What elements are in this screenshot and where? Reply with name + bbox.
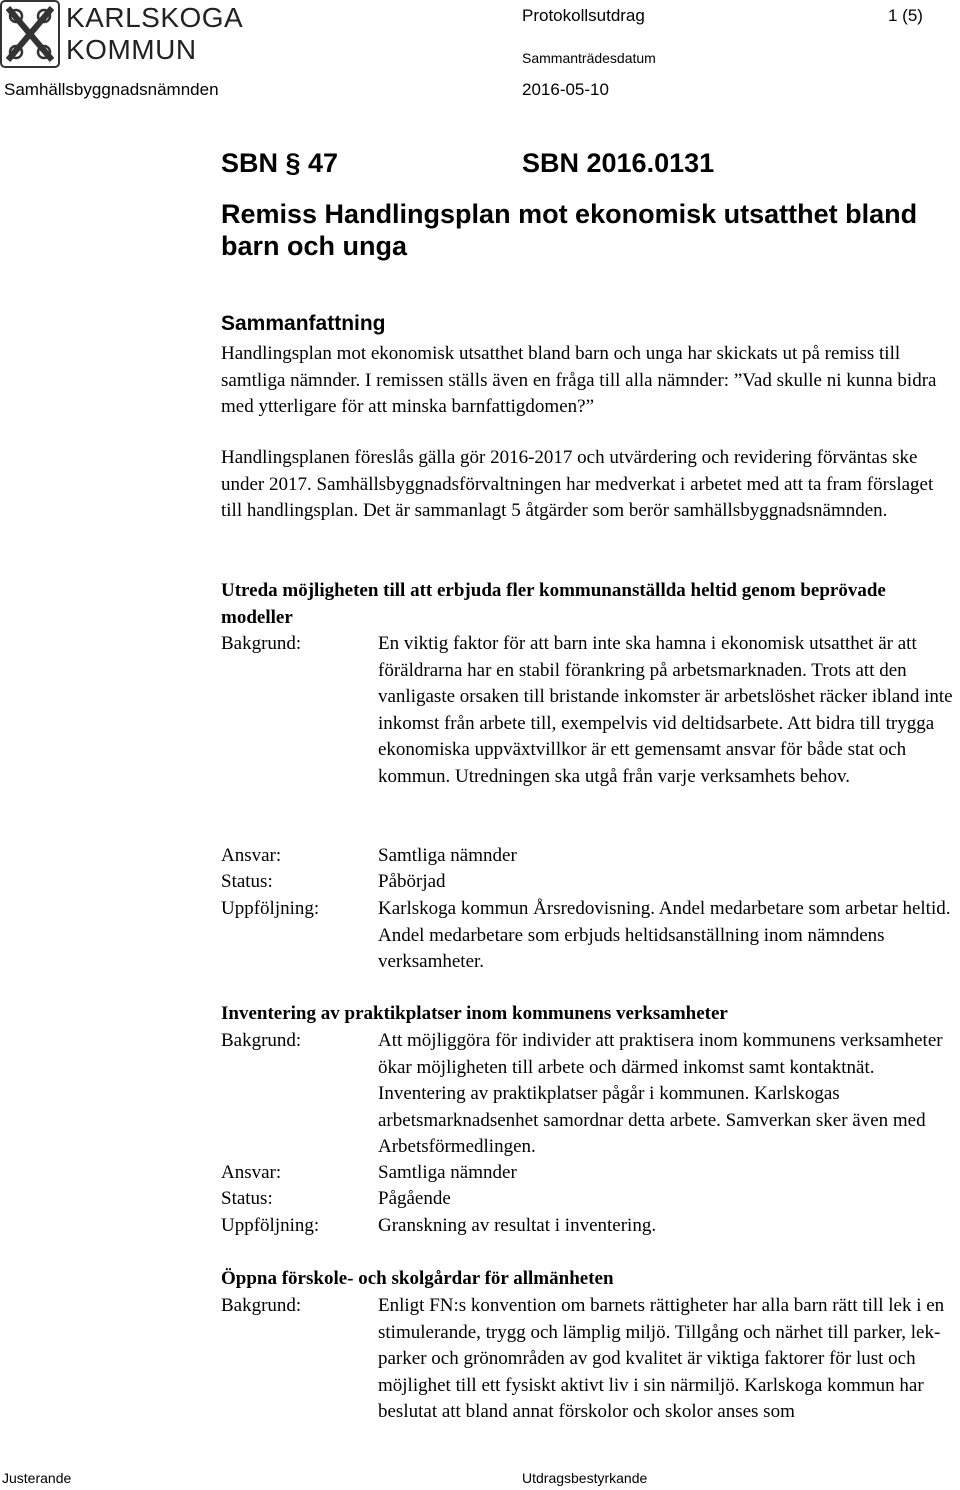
status-label: Status:	[221, 1188, 273, 1209]
logo-wordmark	[66, 2, 243, 66]
logo-line-2: KOMMUN	[66, 34, 197, 65]
action-2-background: Att möjliggöra för individer att praktisera inom kommunens verksamheter ökar möjligheten till arbete och därmed inkomst samt kontaktnät. Inventering av praktikplatser pågår i kommunen. Karlskogas arbetsmarknadsenhet samordnar detta arbete. Samverkan sker även med Arbetsförmedlingen.	[378, 1030, 943, 1157]
action-1-background: En viktig faktor för att barn inte ska hamna i ekonomisk utsatthet är att föräldrarna har en stabil förankring på arbetsmarknaden. Trots att den vanligaste orsaken till bristande inkomster är arbetslöshet räcker ibland inte inkomst från arbete till, exempelvis vid deltidsarbete. Att bidra till trygga ekonomiska uppväxtvillkor är ett gemensamt ansvar för både stat och kommun. Utredningen ska utgå från varje verksamhets behov.	[378, 633, 953, 787]
action-3-background: Enligt FN:s konvention om barnets rättigheter har alla barn rätt till lek i en stimulerande, trygg och lämplig miljö. Tillgång och närhet till parker, lek-parker och grönområden av god kvalitet är viktiga faktorer för lust och möjlighet till ett fysiskt aktivt liv i sin närmiljö. Karlskoga kommun har beslutat att bland annat förskolor och skolor anses som	[378, 1295, 945, 1422]
summary-paragraph-1: Handlingsplan mot ekonomisk utsatthet bland barn och unga har skickats ut på remiss till samtliga nämnder. I remissen ställs även en fråga till alla nämnder: ”Vad skulle ni kunna bidra med ytterligare för att minska barnfattigdomen?”	[221, 343, 937, 417]
background-label: Bakgrund:	[221, 633, 302, 654]
background-label: Bakgrund:	[221, 1030, 302, 1051]
action-3-background-row	[221, 1293, 960, 1426]
municipal-logo-icon	[0, 0, 62, 70]
action-2-status: Pågående	[378, 1188, 451, 1209]
status-label: Status:	[221, 871, 273, 892]
action-1-heading: Utreda möjligheten till att erbjuda fler kommunanställda heltid genom beprövade modeller	[221, 580, 886, 628]
page-number: 1 (5)	[888, 6, 923, 25]
department-name: Samhällsbyggnadsnämnden	[4, 80, 219, 99]
case-paragraph-number: SBN § 47	[221, 148, 339, 178]
footer-initials-label: Justerande	[2, 1470, 72, 1486]
responsible-label: Ansvar:	[221, 1162, 282, 1183]
summary-heading: Sammanfattning	[221, 312, 386, 335]
action-1-background-row	[221, 631, 960, 790]
logo-line-1: KARLSKOGA	[66, 2, 244, 33]
action-1-responsible: Samtliga nämnder	[378, 845, 517, 866]
meeting-date: 2016-05-10	[522, 80, 609, 99]
document-type: Protokollsutdrag	[522, 6, 645, 25]
action-1-followup-row	[221, 896, 960, 976]
action-1-followup: Karlskoga kommun Årsredovisning. Andel medarbetare som arbetar heltid. Andel medarbetare som erbjuds heltidsanställning inom nämndens verksamheter.	[378, 898, 951, 972]
responsible-label: Ansvar:	[221, 845, 282, 866]
background-label: Bakgrund:	[221, 1295, 302, 1316]
action-2-responsible: Samtliga nämnder	[378, 1162, 517, 1183]
action-2-followup: Granskning av resultat i inventering.	[378, 1215, 657, 1236]
action-2-status-row	[221, 1186, 960, 1213]
action-2-followup-row	[221, 1213, 960, 1240]
footer-certification-label: Utdragsbestyrkande	[522, 1470, 648, 1486]
action-1-status: Påbörjad	[378, 871, 446, 892]
action-1-status-row	[221, 869, 960, 896]
action-2-responsible-row	[221, 1160, 960, 1187]
action-1-responsible-row	[221, 843, 960, 870]
meeting-date-label: Sammanträdesdatum	[522, 50, 656, 66]
followup-label: Uppföljning:	[221, 1215, 320, 1236]
page-title: Remiss Handlingsplan mot ekonomisk utsatthet bland barn och unga	[221, 199, 918, 261]
followup-label: Uppföljning:	[221, 898, 320, 919]
summary-paragraph-2: Handlingsplanen föreslås gälla gör 2016-2017 och utvärdering och revidering förväntas ske under 2017. Samhällsbyggnadsförvaltningen har medverkat i arbetet med att ta fram förslaget till handlingsplan. Det är sammanlagt 5 åtgärder som berör samhällsbyggnadsnämnden.	[221, 447, 934, 521]
action-3-heading: Öppna förskole- och skolgårdar för allmänheten	[221, 1268, 614, 1289]
action-2-background-row	[221, 1028, 960, 1161]
action-2-heading: Inventering av praktikplatser inom kommunens verksamheter	[221, 1003, 728, 1024]
case-reference: SBN 2016.0131	[522, 148, 715, 178]
